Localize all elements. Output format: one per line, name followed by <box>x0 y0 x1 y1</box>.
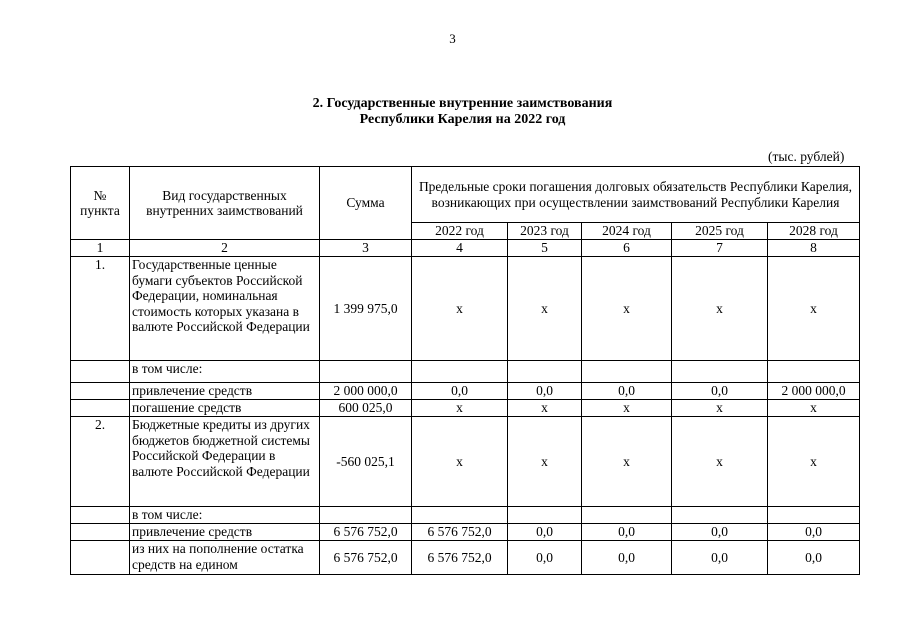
header-year: 2022 год <box>412 223 508 240</box>
row-year-value: 0,0 <box>672 383 768 400</box>
row-year-value: 0,0 <box>508 541 582 575</box>
row-sum <box>320 507 412 524</box>
table-row <box>71 417 860 507</box>
row-name: Государственные ценные бумаги субъектов Российской Федерации, номинальная стоимость которых указана в валюте Российской Федерации <box>130 257 320 361</box>
header-year: 2024 год <box>582 223 672 240</box>
page-number: 3 <box>449 31 456 46</box>
row-year-value: 0,0 <box>412 383 508 400</box>
column-number: 4 <box>412 240 508 257</box>
row-name: погашение средств <box>130 400 320 417</box>
header-row <box>71 167 860 223</box>
row-year-value: 2 000 000,0 <box>768 383 860 400</box>
table-row <box>71 507 860 524</box>
row-year-value: 0,0 <box>672 524 768 541</box>
header-num: № пункта <box>71 167 130 240</box>
row-year-value: х <box>412 400 508 417</box>
row-year-value: 0,0 <box>582 541 672 575</box>
row-year-value: 0,0 <box>508 383 582 400</box>
row-name: Бюджетные кредиты из других бюджетов бюджетной системы Российской Федерации в валюте Российской Федерации <box>130 417 320 507</box>
column-number: 5 <box>508 240 582 257</box>
row-year-value: х <box>508 400 582 417</box>
row-year-value: 0,0 <box>768 541 860 575</box>
row-year-value: х <box>582 400 672 417</box>
row-year-value: х <box>672 417 768 507</box>
header-sum: Сумма <box>320 167 412 240</box>
row-year-value <box>582 361 672 383</box>
row-year-value: х <box>508 417 582 507</box>
row-year-value: 6 576 752,0 <box>412 524 508 541</box>
row-num: 1. <box>71 257 130 361</box>
row-year-value: 0,0 <box>582 383 672 400</box>
header-type: Вид государственных внутренних заимствований <box>130 167 320 240</box>
row-year-value <box>412 361 508 383</box>
column-number: 3 <box>320 240 412 257</box>
column-number: 6 <box>582 240 672 257</box>
row-year-value: х <box>412 417 508 507</box>
row-year-value <box>672 361 768 383</box>
row-year-value: х <box>412 257 508 361</box>
table-row <box>71 383 860 400</box>
title-line-1: 2. Государственные внутренние заимствования <box>312 96 613 111</box>
column-number: 1 <box>71 240 130 257</box>
row-year-value: х <box>582 417 672 507</box>
row-year-value <box>508 507 582 524</box>
column-number: 7 <box>672 240 768 257</box>
row-num <box>71 383 130 400</box>
column-number: 2 <box>130 240 320 257</box>
row-year-value: х <box>672 400 768 417</box>
row-year-value <box>768 507 860 524</box>
row-name: из них на пополнение остатка средств на едином <box>130 541 320 575</box>
row-year-value: х <box>768 400 860 417</box>
header-deadlines: Предельные сроки погашения долговых обязательств Республики Карелия, возникающих при осуществлении заимствований Республики Карелия <box>412 167 860 223</box>
row-sum: 600 025,0 <box>320 400 412 417</box>
row-sum: 1 399 975,0 <box>320 257 412 361</box>
row-sum: 2 000 000,0 <box>320 383 412 400</box>
row-name: привлечение средств <box>130 524 320 541</box>
table-row <box>71 524 860 541</box>
row-year-value <box>508 361 582 383</box>
row-num <box>71 507 130 524</box>
row-sum <box>320 361 412 383</box>
row-num <box>71 400 130 417</box>
table-row <box>71 361 860 383</box>
row-year-value <box>412 507 508 524</box>
row-year-value: х <box>672 257 768 361</box>
row-year-value: х <box>508 257 582 361</box>
column-number: 8 <box>768 240 860 257</box>
row-num <box>71 524 130 541</box>
row-name: в том числе: <box>130 507 320 524</box>
table-row <box>71 541 860 575</box>
row-num: 2. <box>71 417 130 507</box>
table-row <box>71 257 860 361</box>
row-year-value: х <box>582 257 672 361</box>
borrowings-table <box>70 166 860 575</box>
row-year-value: 0,0 <box>508 524 582 541</box>
row-year-value: х <box>768 257 860 361</box>
header-year: 2023 год <box>508 223 582 240</box>
row-sum: -560 025,1 <box>320 417 412 507</box>
unit-label: (тыс. рублей) <box>768 149 845 164</box>
row-name: привлечение средств <box>130 383 320 400</box>
column-numbers-row <box>71 240 860 257</box>
row-year-value <box>582 507 672 524</box>
title-line-2: Республики Карелия на 2022 год <box>359 112 566 127</box>
row-year-value: 0,0 <box>582 524 672 541</box>
header-year: 2028 год <box>768 223 860 240</box>
row-name: в том числе: <box>130 361 320 383</box>
row-num <box>71 541 130 575</box>
row-num <box>71 361 130 383</box>
row-year-value: х <box>768 417 860 507</box>
row-year-value: 0,0 <box>672 541 768 575</box>
header-year: 2025 год <box>672 223 768 240</box>
row-year-value: 6 576 752,0 <box>412 541 508 575</box>
row-sum: 6 576 752,0 <box>320 541 412 575</box>
table-row <box>71 400 860 417</box>
row-year-value <box>768 361 860 383</box>
section-title <box>0 96 905 128</box>
row-sum: 6 576 752,0 <box>320 524 412 541</box>
row-year-value <box>672 507 768 524</box>
row-year-value: 0,0 <box>768 524 860 541</box>
